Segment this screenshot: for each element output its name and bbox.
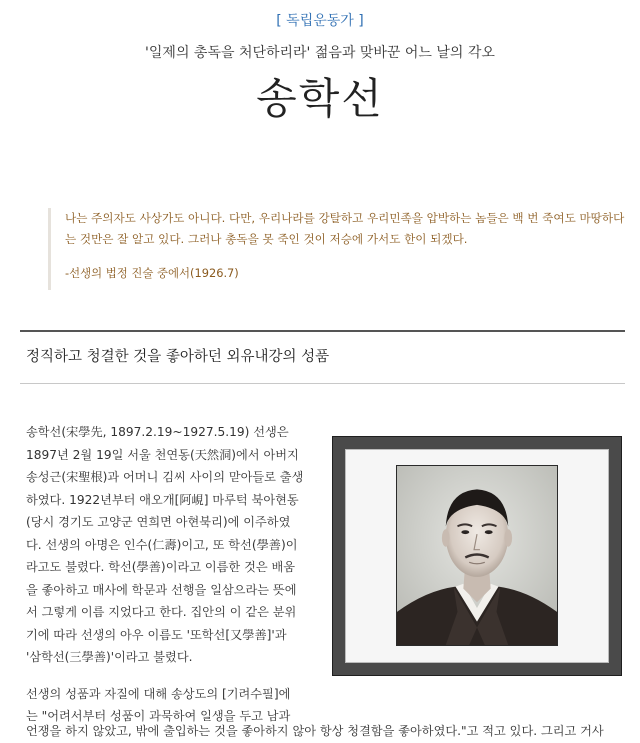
portrait-photo-icon bbox=[396, 465, 558, 646]
body-line: 서 그렇게 이름 지었다고 한다. 집안의 이 같은 분위 bbox=[26, 605, 297, 619]
category-label: [ 독립운동가 ] bbox=[276, 13, 364, 29]
quote-text bbox=[65, 208, 625, 250]
body-line: 1897년 2월 19일 서울 천연동(天然洞)에서 아버지 bbox=[26, 447, 299, 462]
quote-block bbox=[48, 208, 631, 290]
paragraph-1 bbox=[26, 421, 320, 669]
section-divider-top bbox=[20, 330, 625, 332]
quote-line-1: 나는 주의자도 사상가도 아니다. 다만, 우리나라를 강탈하고 우리민족을 압박하는 놈들은 백 번 죽여도 마땅하다 bbox=[65, 211, 625, 225]
body-line: 송성근(宋聖根)과 어머니 김씨 사이의 맏아들로 출생 bbox=[26, 470, 304, 484]
quote-line-2: 는 것만은 잘 알고 있다. 그러나 총독을 못 죽인 것이 저승에 가서도 한이 되겠다. bbox=[65, 232, 468, 246]
body-line: 라고도 불렸다. 학선(學善)이라고 이름한 것은 배움 bbox=[26, 560, 296, 574]
portrait-frame bbox=[332, 436, 622, 676]
portrait-mat bbox=[345, 449, 609, 663]
body-line: 기에 따라 선생의 아우 이름도 '또학선[又學善]'과 bbox=[26, 627, 287, 642]
section-divider-bottom bbox=[20, 383, 625, 384]
body-line-full-width: 언쟁을 하지 않았고, 밖에 출입하는 것을 좋아하지 않아 항상 청결함을 좋아하였다."고 적고 있다. 그리고 거사 bbox=[26, 724, 604, 738]
body-line: 송학선(宋學先, 1897.2.19~1927.5.19) 선생은 bbox=[26, 425, 289, 439]
body-line: '삼학선(三學善)'이라고 불렸다. bbox=[26, 650, 193, 664]
body-line: 다. 선생의 아명은 인수(仁壽)이고, 또 학선(學善)이 bbox=[26, 537, 298, 552]
article-subtitle: '일제의 총독을 처단하리라' 젊음과 맞바꾼 어느 날의 각오 bbox=[145, 45, 495, 61]
body-line: (당시 경기도 고양군 연희면 아현북리)에 이주하였 bbox=[26, 515, 291, 529]
quote-source: -선생의 법정 진술 중에서(1926.7) bbox=[65, 266, 239, 280]
section-heading: 정직하고 청결한 것을 좋아하던 외유내강의 성품 bbox=[26, 349, 330, 365]
body-line: 선생의 성품과 자질에 대해 송상도의 [기려수필]에 bbox=[26, 686, 291, 701]
portrait-image bbox=[397, 466, 557, 645]
body-line: 는 "어려서부터 성품이 과묵하여 일생을 두고 남과 bbox=[26, 709, 291, 723]
page-title: 송학선 bbox=[256, 74, 384, 123]
body-line: 을 좋아하고 매사에 학문과 선행을 일삼으라는 뜻에 bbox=[26, 582, 297, 597]
body-line: 하였다. 1922년부터 애오개[阿峴] 마루턱 북아현동 bbox=[26, 492, 299, 507]
article-body bbox=[26, 421, 320, 742]
